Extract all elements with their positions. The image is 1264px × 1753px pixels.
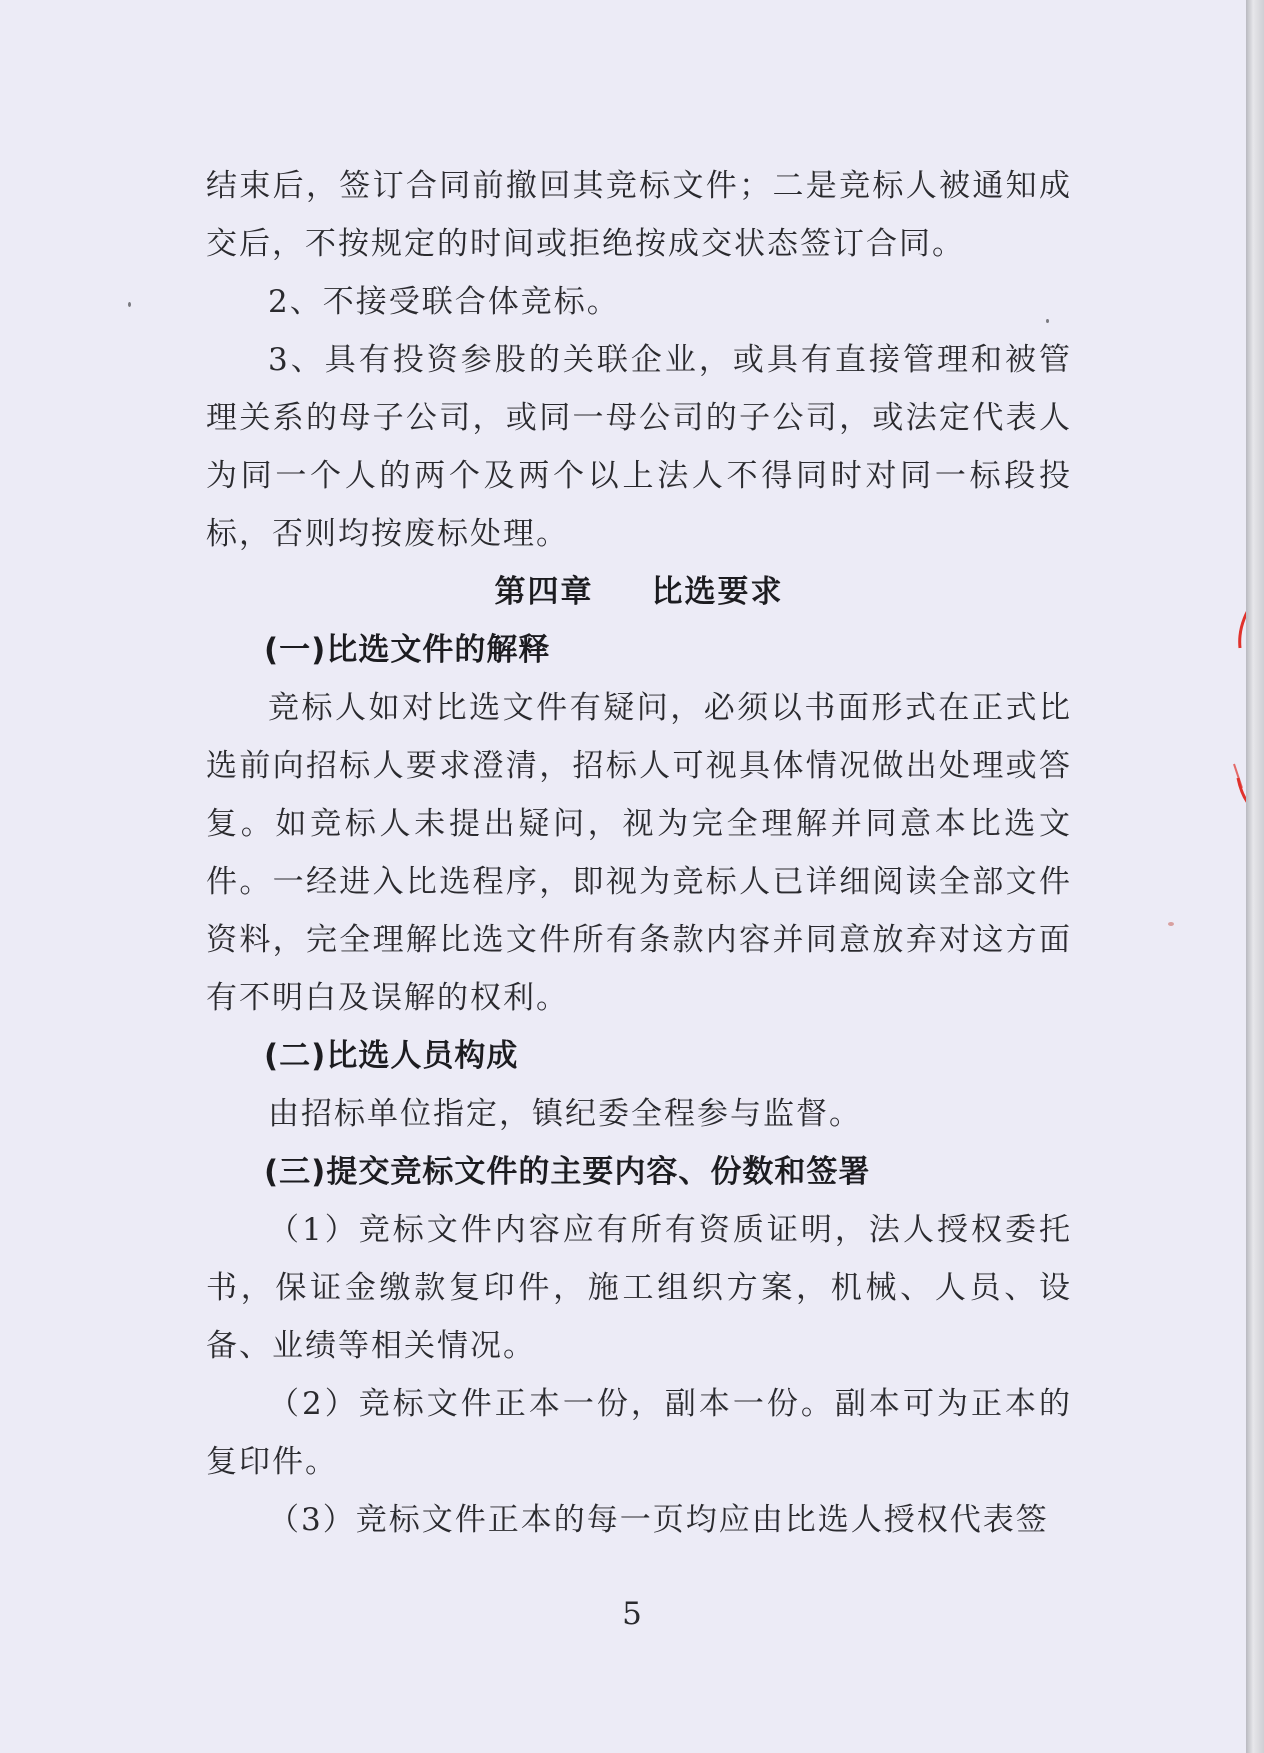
section-3-item-1: （1）竞标文件内容应有所有资质证明，法人授权委托书，保证金缴款复印件，施工组织方案，机械、人员、设备、业绩等相关情况。	[206, 1212, 1072, 1364]
scan-speck	[128, 302, 131, 307]
section-heading-3: (三)提交竞标文件的主要内容、份数和签署	[264, 1154, 871, 1190]
document-body	[206, 157, 1072, 1549]
section-2-paragraph: 由招标单位指定，镇纪委全程参与监督。	[268, 1096, 862, 1132]
paragraph-item-2: 2、不接受联合体竞标。	[268, 284, 620, 320]
scanner-edge	[1246, 0, 1264, 1753]
scan-speck	[1046, 319, 1049, 323]
section-heading-2: (二)比选人员构成	[264, 1038, 519, 1074]
chapter-heading	[206, 563, 1072, 621]
section-3-item-3: （3）竞标文件正本的每一页均应由比选人授权代表签	[268, 1502, 1049, 1538]
section-heading-1: (一)比选文件的解释	[264, 632, 551, 668]
section-3-item-2: （2）竞标文件正本一份，副本一份。副本可为正本的复印件。	[206, 1386, 1072, 1480]
paragraph-continuation: 结束后，签订合同前撤回其竞标文件；二是竞标人被通知成交后，不按规定的时间或拒绝按成交状态签订合同。	[206, 168, 1072, 262]
red-seal-stamp-fragment	[1228, 588, 1246, 818]
page-number: 5	[622, 1596, 642, 1632]
scan-speck	[1168, 922, 1174, 926]
paragraph-item-3: 3、具有投资参股的关联企业，或具有直接管理和被管理关系的母子公司，或同一母公司的子公司，或法定代表人为同一个人的两个及两个以上法人不得同时对同一标段投标，否则均按废标处理。	[206, 342, 1072, 552]
chapter-title: 比选要求	[651, 574, 784, 610]
chapter-number: 第四章	[494, 574, 594, 610]
section-1-paragraph: 竞标人如对比选文件有疑问，必须以书面形式在正式比选前向招标人要求澄清，招标人可视具体情况做出处理或答复。如竞标人未提出疑问，视为完全理解并同意本比选文件。一经进入比选程序，即视为竞标人已详细阅读全部文件资料，完全理解比选文件所有条款内容并同意放弃对这方面有不明白及误解的权利。	[206, 690, 1072, 1016]
